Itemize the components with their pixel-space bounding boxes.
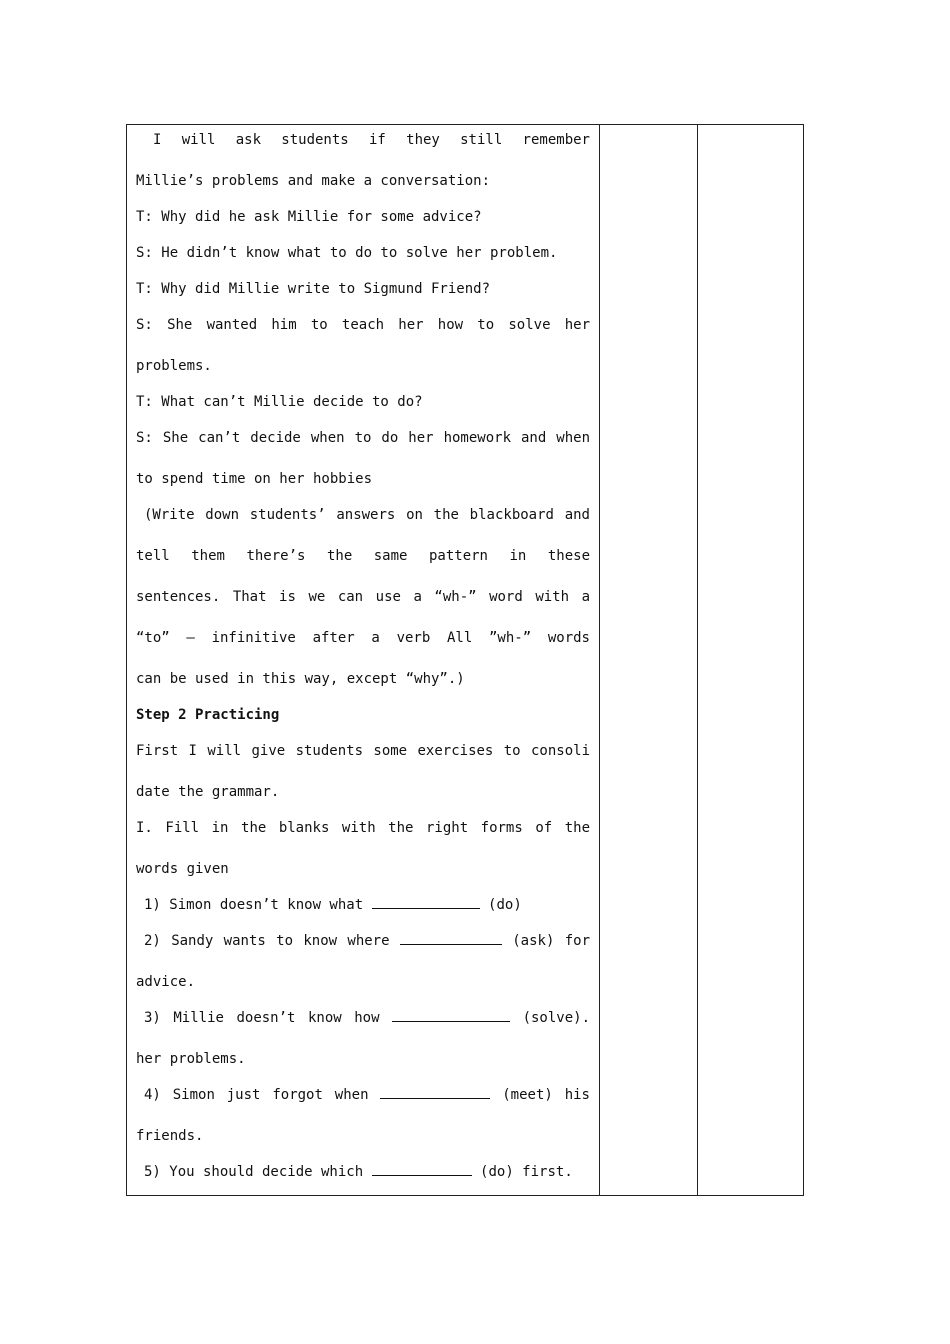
text-line: Millie’s problems and make a conversation: — [136, 173, 491, 189]
answer-blank[interactable] — [400, 932, 502, 945]
empty-column-2 — [599, 125, 698, 1195]
text-line: to spend time on her hobbies — [136, 471, 373, 487]
text-line: I will ask students if they still remember — [153, 132, 590, 148]
text-line: sentences. That is we can use a “wh-” word with a — [136, 589, 590, 605]
text-line: her problems. — [136, 1051, 246, 1067]
text-line: friends. — [136, 1128, 204, 1144]
exercise-item — [144, 1086, 590, 1104]
exercise-item — [144, 896, 590, 914]
text-line: (Write down students’ answers on the blackboard and — [144, 507, 590, 523]
text-line: problems. — [136, 358, 212, 374]
text-line: S: She can’t decide when to do her homework and when — [136, 430, 590, 446]
answer-blank[interactable] — [380, 1086, 490, 1099]
text-line: can be used in this way, except “why”.) — [136, 671, 465, 687]
exercise-hint: (ask) for — [512, 933, 590, 949]
exercise-hint: (meet) his — [502, 1087, 590, 1103]
exercise-item — [144, 932, 590, 950]
exercise-item — [144, 1009, 590, 1027]
text-line: T: What can’t Millie decide to do? — [136, 394, 423, 410]
exercise-prompt: 4) Simon just forgot when — [144, 1087, 369, 1103]
empty-column-3 — [697, 125, 805, 1195]
lesson-table — [126, 124, 804, 1196]
text-line: I. Fill in the blanks with the right forms of the — [136, 820, 590, 836]
main-content-column — [127, 125, 599, 1195]
text-line: First I will give students some exercises to consoli — [136, 743, 590, 759]
text-line: date the grammar. — [136, 784, 280, 800]
text-line: S: He didn’t know what to do to solve her problem. — [136, 245, 558, 261]
exercise-hint: (do) first. — [480, 1164, 573, 1180]
exercise-hint: (solve). — [522, 1010, 591, 1026]
exercise-prompt: 3) Millie doesn’t know how — [144, 1010, 380, 1026]
exercise-item — [144, 1163, 590, 1181]
exercise-prompt: 2) Sandy wants to know where — [144, 933, 390, 949]
exercise-prompt: 1) Simon doesn’t know what — [144, 897, 364, 913]
text-line: advice. — [136, 974, 196, 990]
text-line: T: Why did Millie write to Sigmund Friend? — [136, 281, 491, 297]
text-line: “to” – infinitive after a verb All ”wh-” words — [136, 630, 590, 646]
exercise-hint: (do) — [488, 897, 522, 913]
text-line: T: Why did he ask Millie for some advice? — [136, 209, 482, 225]
text-line: words given — [136, 861, 229, 877]
answer-blank[interactable] — [392, 1009, 510, 1022]
step-heading: Step 2 Practicing — [136, 707, 280, 723]
answer-blank[interactable] — [372, 896, 480, 909]
answer-blank[interactable] — [372, 1163, 472, 1176]
text-line: S: She wanted him to teach her how to solve her — [136, 317, 590, 333]
text-line: tell them there’s the same pattern in these — [136, 548, 590, 564]
exercise-prompt: 5) You should decide which — [144, 1164, 364, 1180]
